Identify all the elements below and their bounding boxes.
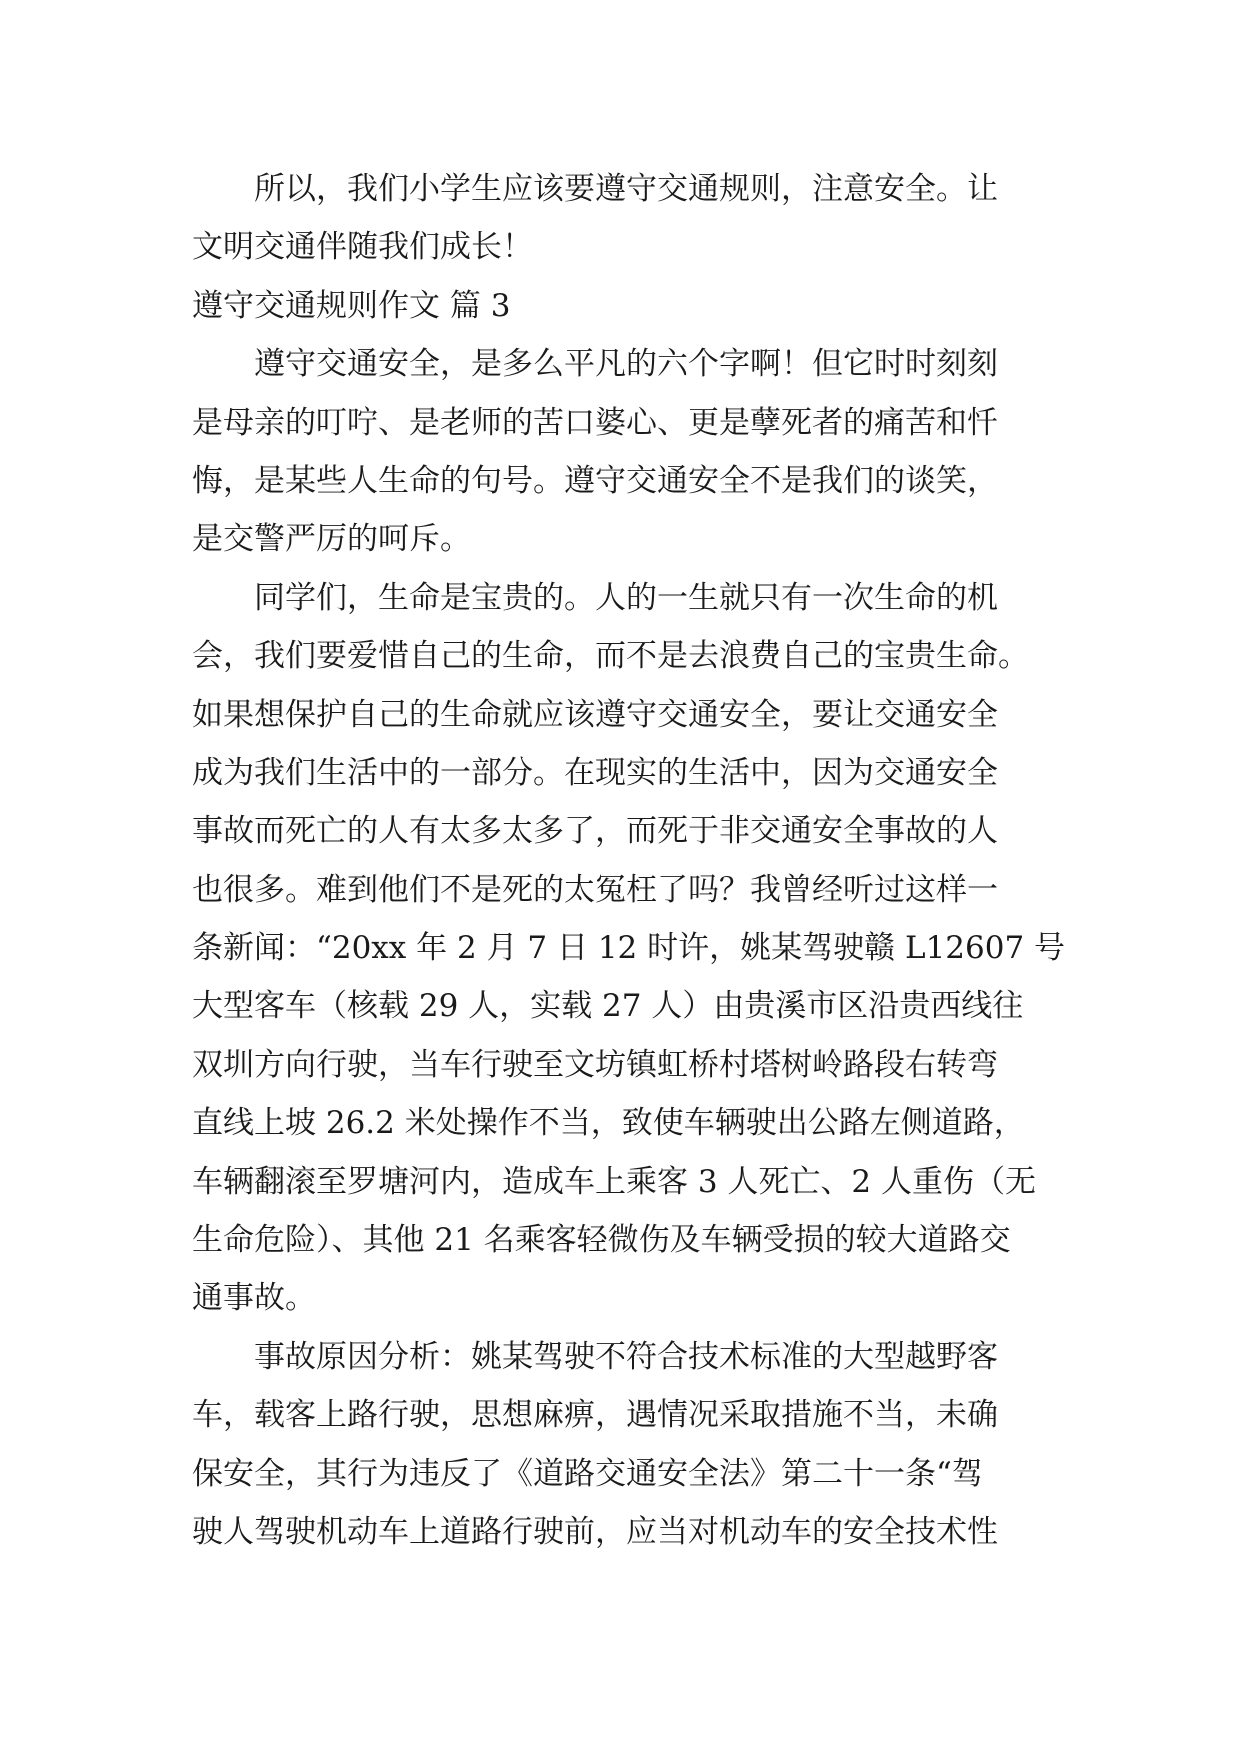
paragraph-line: 所以，我们小学生应该要遵守交通规则，注意安全。让 [254, 171, 998, 207]
paragraph-line: 双圳方向行驶，当车行驶至文坊镇虹桥村塔树岭路段右转弯 [192, 1046, 998, 1083]
paragraph-line: 是交警严厉的呵斥。 [192, 521, 471, 558]
paragraph-line: 遵守交通安全，是多么平凡的六个字啊！但它时时刻刻 [254, 346, 998, 383]
paragraph-line: 生命危险）、其他 21 名乘客轻微伤及车辆受损的较大道路交 [192, 1222, 1011, 1259]
document-page [192, 160, 1066, 1561]
paragraph-line: 如果想保护自己的生命就应该遵守交通安全，要让交通安全 [192, 696, 998, 733]
paragraph-line: 驶人驾驶机动车上道路行驶前，应当对机动车的安全技术性 [192, 1513, 998, 1550]
paragraph-line: 成为我们生活中的一部分。在现实的生活中，因为交通安全 [192, 754, 998, 791]
paragraph-line: 文明交通伴随我们成长！ [192, 229, 533, 266]
paragraph-line: 事故原因分析：姚某驾驶不符合技术标准的大型越野客 [254, 1338, 998, 1375]
paragraph-line: 大型客车（核载 29 人，实载 27 人）由贵溪市区沿贵西线往 [192, 988, 1024, 1025]
paragraph-line: 通事故。 [192, 1280, 316, 1317]
paragraph-line: 车，载客上路行驶，思想麻痹，遇情况采取措施不当，未确 [192, 1397, 998, 1434]
paragraph-line: 会，我们要爱惜自己的生命，而不是去浪费自己的宝贵生命。 [192, 638, 1029, 675]
paragraph-line: 事故而死亡的人有太多太多了，而死于非交通安全事故的人 [192, 813, 998, 850]
paragraph-line: 保安全，其行为违反了《道路交通安全法》第二十一条“驾 [192, 1455, 983, 1492]
paragraph-line: 是母亲的叮咛、是老师的苦口婆心、更是孽死者的痛苦和忏 [192, 404, 998, 441]
paragraph-line: 同学们，生命是宝贵的。人的一生就只有一次生命的机 [254, 579, 998, 616]
paragraph-line: 也很多。难到他们不是死的太冤枉了吗？我曾经听过这样一 [192, 871, 998, 908]
section-heading: 遵守交通规则作文 篇 3 [192, 287, 511, 324]
paragraph-line: 悔，是某些人生命的句号。遵守交通安全不是我们的谈笑， [192, 462, 998, 499]
paragraph-line: 条新闻：“20xx 年 2 月 7 日 12 时许，姚某驾驶赣 L12607 号 [192, 930, 1066, 967]
paragraph-line: 车辆翻滚至罗塘河内，造成车上乘客 3 人死亡、2 人重伤（无 [192, 1163, 1037, 1200]
paragraph-line: 直线上坡 26.2 米处操作不当，致使车辆驶出公路左侧道路， [192, 1105, 1025, 1142]
